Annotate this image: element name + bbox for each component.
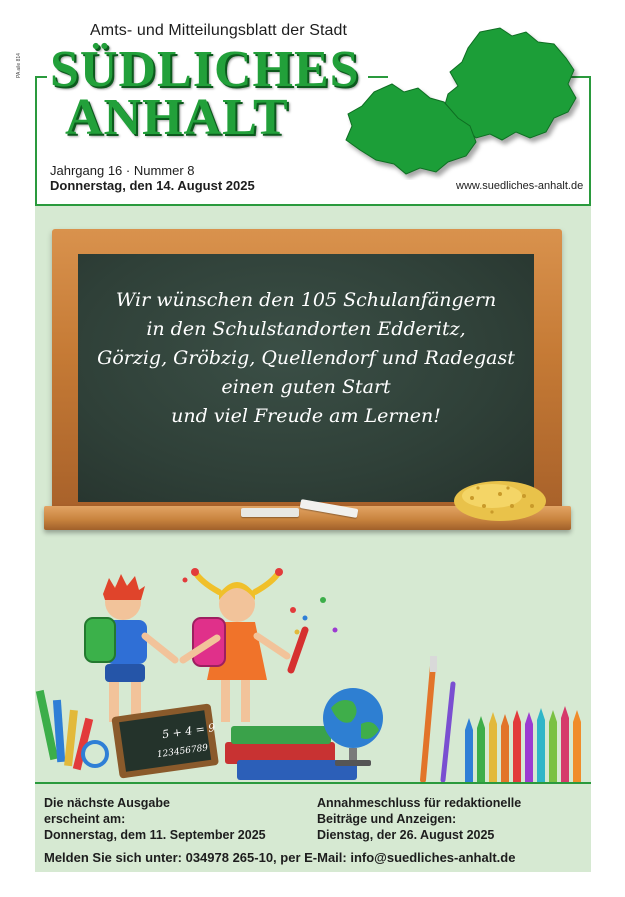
chalkboard-line: und viel Freude am Lernen!: [171, 405, 441, 427]
slate-text: 123456789: [156, 743, 209, 761]
deadline-label-2: Beiträge und Anzeigen:: [317, 812, 457, 826]
chalkboard-line: Görzig, Gröbzig, Quellendorf und Radegast: [97, 347, 515, 369]
issue-date: Donnerstag, den 14. August 2025: [50, 178, 255, 193]
next-issue-label: Die nächste Ausgabe: [44, 796, 170, 810]
next-issue-label-2: erscheint am:: [44, 812, 126, 826]
chalkboard-line: in den Schulstandorten Edderitz,: [146, 318, 466, 340]
school-children-illustration: [35, 560, 591, 782]
website-url: www.suedliches-anhalt.de: [456, 180, 584, 192]
deadline-label: Annahmeschluss für redaktionelle: [317, 796, 522, 810]
school-supplies-left: [36, 690, 107, 770]
colored-pencils: [465, 706, 581, 782]
contact-info: Melden Sie sich unter: 034978 265-10, per E-Mail: info@suedliches-anhalt.de: [44, 850, 516, 865]
chalkboard-message: [78, 286, 534, 431]
chalkboard-line: Wir wünschen den 105 Schulanfängern: [115, 289, 497, 311]
boy-figure: [85, 574, 175, 722]
girl-figure: [183, 568, 305, 722]
paint-brushes: [423, 656, 453, 780]
slate-text: 5 + 4 = 9: [161, 720, 217, 742]
masthead-title-line1: SÜDLICHES: [50, 41, 360, 98]
issue-number: Jahrgang 16 · Nummer 8: [50, 163, 195, 178]
frame-border-right: [589, 76, 591, 206]
sponge-icon: [452, 476, 548, 522]
masthead-title-line2: ANHALT: [65, 89, 289, 146]
region-map-icon: [340, 22, 580, 180]
next-issue-info: [44, 795, 266, 843]
slate-board: [111, 703, 219, 778]
chalkboard-line: einen guten Start: [221, 376, 391, 398]
next-issue-date: Donnerstag, dem 11. September 2025: [44, 828, 266, 842]
deadline-info: [317, 795, 521, 843]
chalk-piece: [241, 508, 299, 517]
side-code: PA aile 814: [16, 53, 22, 78]
frame-border-left: [35, 76, 37, 206]
masthead-subtitle: Amts- und Mitteilungsblatt der Stadt: [90, 22, 348, 39]
deadline-date: Dienstag, der 26. August 2025: [317, 828, 495, 842]
